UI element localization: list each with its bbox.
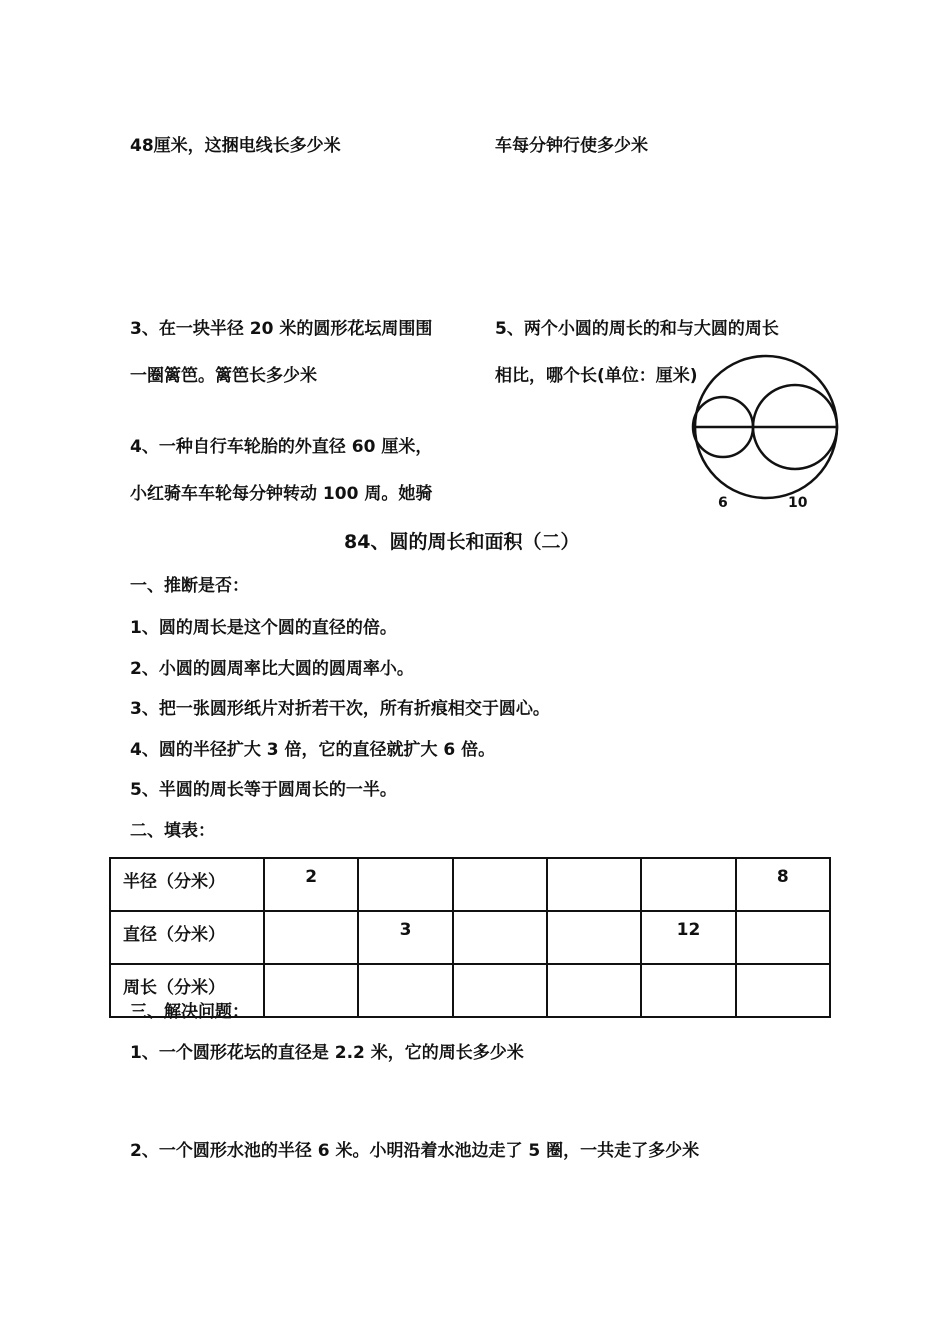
circles-figure <box>686 350 846 520</box>
table-cell <box>453 858 547 911</box>
fill-table <box>109 857 831 1018</box>
table-cell <box>736 911 830 964</box>
problem-3-line-1: 3、在一块半径 20 米的圆形花坛周围围 <box>130 319 433 339</box>
row-label-radius: 半径（分米） <box>110 858 264 911</box>
table-row-diameter <box>110 911 830 964</box>
lesson-title: 84、圆的周长和面积（二） <box>344 531 580 553</box>
table-cell <box>547 964 641 1017</box>
judge-item-5: 5、半圆的周长等于圆周长的一半。 <box>130 780 397 800</box>
solve-item-1: 1、一个圆形花坛的直径是 2.2 米，它的周长多少米 <box>130 1043 524 1063</box>
table-cell <box>547 858 641 911</box>
table-cell: 8 <box>736 858 830 911</box>
table-cell <box>641 858 735 911</box>
table-cell: 2 <box>264 858 358 911</box>
top-right-text: 车每分钟行使多少米 <box>495 136 648 156</box>
top-left-text: 48厘米，这捆电线长多少米 <box>130 136 341 156</box>
table-cell: 12 <box>641 911 735 964</box>
table-cell <box>641 964 735 1017</box>
problem-5-line-1: 5、两个小圆的周长的和与大圆的周长 <box>495 319 779 339</box>
table-cell <box>358 964 452 1017</box>
section-1-heading: 一、推断是否： <box>130 576 249 596</box>
section-3-heading: 三、解决问题： <box>130 1002 249 1022</box>
problem-4-line-2: 小红骑车车轮每分钟转动 100 周。她骑 <box>130 484 433 504</box>
table-cell <box>264 964 358 1017</box>
table-cell <box>264 911 358 964</box>
solve-item-2: 2、一个圆形水池的半径 6 米。小明沿着水池边走了 5 圈，一共走了多少米 <box>130 1141 700 1161</box>
judge-item-2: 2、小圆的圆周率比大圆的圆周率小。 <box>130 659 414 679</box>
table-cell: 3 <box>358 911 452 964</box>
table-cell <box>736 964 830 1017</box>
table-row-radius <box>110 858 830 911</box>
problem-3-line-2: 一圈篱笆。篱笆长多少米 <box>130 366 317 386</box>
section-2-heading: 二、填表： <box>130 821 215 841</box>
table-cell <box>453 964 547 1017</box>
row-label-circumference: 周长（分米） <box>110 964 264 1017</box>
table-cell <box>547 911 641 964</box>
table-cell <box>453 911 547 964</box>
problem-4-line-1: 4、一种自行车轮胎的外直径 60 厘米， <box>130 437 433 457</box>
label-large-diameter: 10 <box>788 495 808 511</box>
judge-item-3: 3、把一张圆形纸片对折若干次，所有折痕相交于圆心。 <box>130 699 550 719</box>
label-small-diameter: 6 <box>718 495 728 511</box>
row-label-diameter: 直径（分米） <box>110 911 264 964</box>
problem-5-line-2: 相比，哪个长(单位：厘米) <box>495 366 698 386</box>
table-cell <box>358 858 452 911</box>
judge-item-1: 1、圆的周长是这个圆的直径的倍。 <box>130 618 397 638</box>
judge-item-4: 4、圆的半径扩大 3 倍，它的直径就扩大 6 倍。 <box>130 740 496 760</box>
